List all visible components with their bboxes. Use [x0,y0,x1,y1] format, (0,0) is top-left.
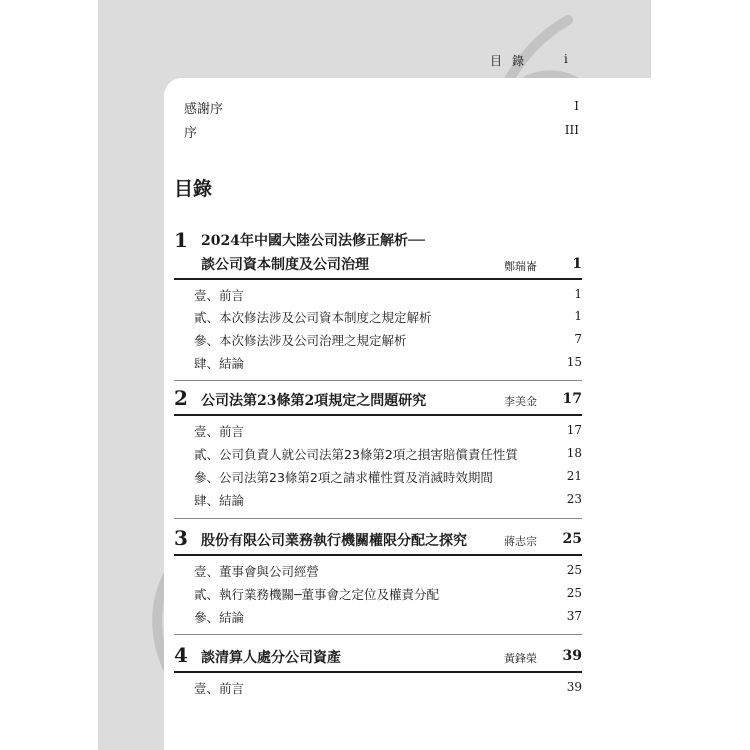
section-page: 25 [566,586,582,600]
chapter-number: 3 [174,526,188,550]
section-item[interactable]: 貳、執行業務機關─董事會之定位及權責分配 [194,587,440,602]
section-item[interactable]: 貳、本次修法涉及公司資本制度之規定解析 [194,310,432,325]
chapter-number: 4 [174,643,188,667]
chapter-number: 2 [174,386,188,410]
section-page: 7 [574,332,582,346]
chapter-title-line1: 談清算人處分公司資產 [201,650,341,666]
front-matter-acknowledgement-page: I [574,99,579,113]
chapter-page: 17 [562,391,582,407]
running-header [98,0,651,75]
chapter-page: 39 [562,648,582,664]
front-matter-preface[interactable]: 序 [184,126,198,141]
section-page: 18 [566,446,582,460]
section-item[interactable]: 壹、前言 [194,288,245,303]
section-page: 15 [566,355,582,369]
section-page: 39 [566,680,582,694]
chapter-page: 25 [562,531,582,547]
section-page: 1 [574,309,582,323]
chapter-author: 黃鋒榮 [504,652,537,665]
chapter-divider [174,554,582,556]
book-page [98,0,651,750]
section-divider [174,518,582,519]
chapter-divider [174,671,582,673]
front-matter-preface-page: III [564,123,579,137]
chapter-title-line1: 2024年中國大陸公司法修正解析── [201,233,425,249]
section-item[interactable]: 肆、結論 [194,356,245,371]
section-item[interactable]: 參、本次修法涉及公司治理之規定解析 [194,333,407,348]
chapter-divider [174,414,582,416]
section-divider [174,634,582,635]
chapter-title-line1: 股份有限公司業務執行機關權限分配之探究 [201,533,467,549]
section-item[interactable]: 肆、結論 [194,493,245,508]
section-page: 23 [566,492,582,506]
chapter-number: 1 [174,228,188,252]
chapter-divider [174,278,582,280]
front-matter-acknowledgement[interactable]: 感謝序 [184,102,224,117]
section-item[interactable]: 壹、前言 [194,681,245,696]
chapter-title-line2: 談公司資本制度及公司治理 [201,257,369,273]
section-item[interactable]: 參、結論 [194,610,245,625]
section-page: 25 [566,563,582,577]
chapter-page: 1 [572,256,582,272]
section-page: 17 [566,423,582,437]
toc-panel [164,78,651,750]
section-item[interactable]: 壹、前言 [194,424,245,439]
toc-heading: 目錄 [174,178,213,200]
section-divider [174,380,582,381]
chapter-title-line1: 公司法第23條第2項規定之問題研究 [201,393,427,409]
section-item[interactable]: 貳、公司負責人就公司法第23條第2項之損害賠償責任性質 [194,447,518,462]
section-page: 1 [574,287,582,301]
header-page-number: i [564,52,568,66]
section-item[interactable]: 壹、董事會與公司經營 [194,564,320,579]
chapter-author: 李美金 [504,395,537,408]
chapter-author: 蔣志宗 [504,535,537,548]
header-title: 目錄 [490,54,535,68]
section-item[interactable]: 參、公司法第23條第2項之請求權性質及消滅時效期間 [194,470,493,485]
section-page: 21 [566,469,582,483]
chapter-author: 鄭瑞崙 [504,260,537,273]
section-page: 37 [566,609,582,623]
